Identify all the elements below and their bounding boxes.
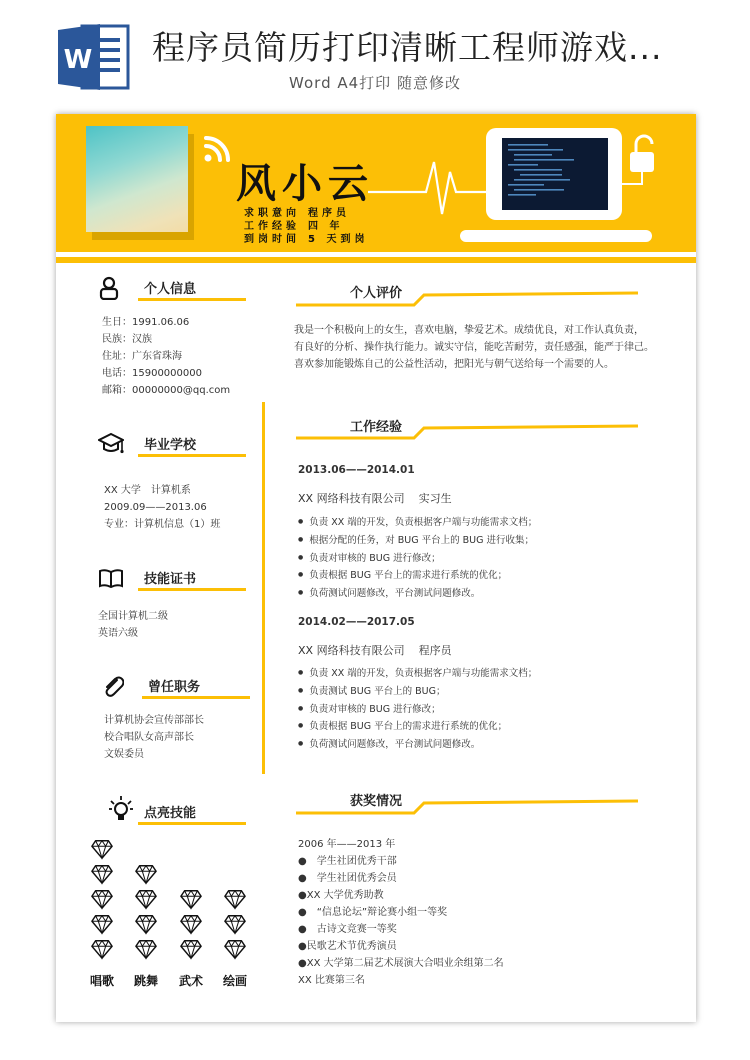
info-row: 电话：15900000000 [102,368,202,379]
section-title: 个人信息 [144,282,197,297]
header-divider [56,257,696,263]
list-item: ● 负责 XX 端的开发，负责根据客户端与功能需求文档； [298,514,537,532]
list-item: XX 比赛第三名 [298,975,365,986]
job-date: 2014.02——2017.05 [298,616,415,628]
diamond-icon [180,913,202,935]
skill-level-singing [91,838,131,963]
resume-page [56,114,696,1022]
list-item: ● “信息论坛”辩论赛小组一等奖 [298,907,448,918]
header-decoration [56,114,696,252]
diamond-icon [91,938,113,960]
pulse-line [368,162,496,214]
list-item: ● 负荷测试问题修改，平台测试问题修改。 [298,585,537,603]
job-company: XX 网络科技有限公司 程序员 [298,644,452,657]
section-title: 曾任职务 [148,680,201,695]
person-icon [98,276,120,300]
info-row: 英语六级 [98,628,138,639]
roles-info [104,712,204,763]
diamond-icon [180,938,202,960]
info-row: XX 大学 计算机系 [104,485,191,496]
info-row: 校合唱队女高声部长 [104,732,194,743]
info-row: 邮箱：00000000@qq.com [102,385,231,396]
section-title: 点亮技能 [144,806,197,821]
skill-level-painting [224,838,264,963]
section-title: 技能证书 [144,572,197,587]
list-item: ● 负荷测试问题修改，平台测试问题修改。 [298,736,537,754]
list-item: ● 根据分配的任务，对 BUG 平台上的 BUG 进行收集； [298,532,537,550]
list-item: ● 学生社团优秀干部 [298,856,397,867]
svg-text:W: W [63,45,93,75]
info-row: 专业：计算机信息（1）班 [104,519,221,530]
document-title: 程序员简历打印清晰工程师游戏... [152,28,663,67]
section-title: 获奖情况 [350,794,403,809]
diamond-icon [91,888,113,910]
candidate-name: 风小云 [236,160,374,207]
list-item: ●XX 大学优秀助教 [298,890,384,901]
info-row: 计算机协会宣传部部长 [104,715,204,726]
list-item: ●XX 大学第二届艺术展演大合唱业余组第二名 [298,958,504,969]
diamond-icon [224,938,246,960]
list-item: 2006 年——2013 年 [298,839,396,850]
info-row: 全国计算机二级 [98,611,168,622]
personal-info [102,314,230,399]
list-item: ● 负责根据 BUG 平台上的需求进行系统的优化； [298,718,537,736]
diamond-icon [91,863,113,885]
diamond-icon [224,888,246,910]
info-row: 2009.09——2013.06 [104,502,207,513]
diamond-icon [135,938,157,960]
info-row: 住址：广东省珠海 [102,351,182,362]
skill-label: 绘画 [222,974,247,988]
skill-level-dancing [135,838,175,963]
section-skills [108,800,278,824]
job-date: 2013.06——2014.01 [298,464,415,476]
graduation-cap-icon [98,432,124,456]
lightbulb-icon [108,794,134,824]
section-personal [98,276,268,300]
info-row: 生日：1991.06.06 [102,317,190,328]
education-info [104,482,220,533]
skill-label: 唱歌 [89,974,114,988]
list-item: ● 负责对审核的 BUG 进行修改； [298,701,537,719]
info-row: 文娱委员 [104,749,144,760]
diamond-icon [224,913,246,935]
job-duties [298,514,537,603]
paperclip-icon [102,674,124,698]
skill-level-martial-arts [180,838,220,963]
diamond-icon [135,913,157,935]
skill-label: 武术 [178,974,203,988]
diamond-icon [135,863,157,885]
job-company: XX 网络科技有限公司 实习生 [298,492,452,505]
list-item: ● 古诗文竞赛一等奖 [298,924,397,935]
list-item: ● 学生社团优秀会员 [298,873,397,884]
lock-icon [630,136,654,172]
document-banner [0,0,750,100]
diamond-icon [135,888,157,910]
section-evaluation [296,280,641,310]
list-item: ●民歌艺术节优秀演员 [298,941,397,952]
info-row: 民族：汉族 [102,334,152,345]
evaluation-text: 我是一个积极向上的女生，喜欢电脑，挚爱艺术。成绩优良，对工作认真负责， 有良好的分析、操作执行能力。诚实守信，能吃苦耐劳，责任感强，能严于律己。 喜欢参加能锻炼自己的公益性活动，把阳光与朝气送给每一个需要的人。 [294,325,654,370]
section-education [98,432,268,456]
skill-label: 跳舞 [133,974,158,988]
section-awards [296,788,641,818]
list-item: ● 负责测试 BUG 平台上的 BUG； [298,683,537,701]
diamond-icon [91,913,113,935]
list-item: ● 负责 XX 端的开发，负责根据客户端与功能需求文档； [298,665,537,683]
section-title: 毕业学校 [144,438,197,453]
list-item: ● 负责根据 BUG 平台上的需求进行系统的优化； [298,567,537,585]
diamond-icon [180,888,202,910]
diamond-icon [91,838,113,860]
section-certs [98,566,268,590]
list-item: ● 负责对审核的 BUG 进行修改； [298,550,537,568]
section-title: 个人评价 [350,286,403,301]
book-icon [98,566,124,590]
awards-list [298,836,504,989]
document-subtitle: Word A4打印 随意修改 [289,74,461,92]
section-experience [296,414,641,444]
section-roles [102,674,272,698]
certs-info [98,608,168,642]
section-title: 工作经验 [350,420,403,435]
job-intent: 求职意向 程序员 工作经验 四 年 到岗时间 5 天到岗 [244,208,369,245]
job-duties [298,665,537,754]
column-divider [262,402,265,774]
